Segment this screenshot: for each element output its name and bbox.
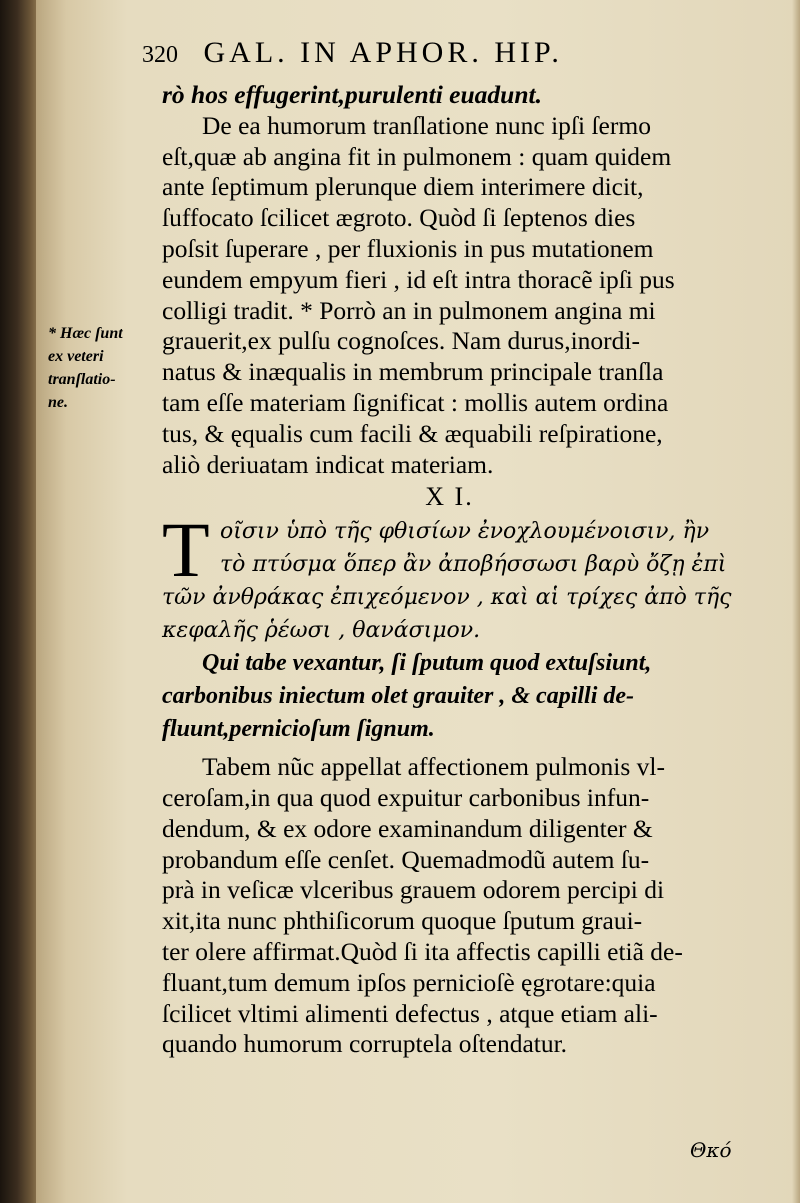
text-line: quando humorum corruptela oſtendatur. [162,1029,568,1059]
margin-note-line: tranſlatio- [48,371,116,388]
text-line: natus & inæqualis in membrum principale tranſla [162,357,664,387]
greek-line: τῶν ἀνθράκας ἐπιχεόμενον , καὶ αἱ τρίχες ἀπὸ τῆς [162,585,732,611]
greek-line: οῖσιν ὑπὸ τῆς φθισίων ἐνοχλουμένοισιν, ἢν [220,519,710,545]
text-line: probandum eſſe cenſet. Quemadmodũ autem ſu- [162,844,650,874]
margin-note-line: * Hæc ſunt [48,325,123,342]
page-edge [792,0,800,1203]
text-line: eundem empyum fieri , id eſt intra thoracẽ ipſi pus [162,264,675,294]
catchword: Θκό [690,1138,732,1162]
text-line: ter olere affirmat.Quòd ſi ita affectis capilli etiã de- [162,936,683,966]
text-line: ſuffocato ſcilicet ægroto. Quòd ſi ſeptenos dies [162,203,636,233]
latin-translation-line: Qui tabe vexantur, ſi ſputum quod extuſsiunt, [202,650,652,677]
text-line: xit,ita nunc phthiſicorum quoque ſputum graui- [162,906,643,936]
text-line: grauerit,ex pulſu cognoſces. Nam durus,inordi- [162,326,641,356]
text-line: eſt,quæ ab angina fit in pulmonem : quam quidem [162,141,672,171]
latin-translation-line: fluunt,pernicioſum ſignum. [162,716,435,743]
page-number: 320 [142,42,178,68]
main-text [162,80,737,1060]
greek-line: κεφαλῆς ῥέωσι , θανάσιμον. [162,618,481,644]
margin-note [48,322,158,414]
text-line: colligi tradit. * Porrò an in pulmonem angina mi [162,295,656,325]
drop-cap: T [162,506,210,594]
text-line: tus, & ęqualis cum facili & æquabili reſpiratione, [162,418,663,448]
running-header [142,36,702,70]
text-line: aliò deriuatam indicat materiam. [162,449,494,479]
greek-line: τὸ πτύσμα ὅπερ ἂν ἀποβήσσωσι βαρὺ ὄζῃ ἐπὶ [220,552,727,578]
text-line: prà in veſicæ vlceribus grauem odorem percipi di [162,875,665,905]
text-line: tam eſſe materiam ſignificat : mollis autem ordina [162,387,669,417]
section-heading: X I. [425,482,474,512]
latin-translation-line: carbonibus iniectum olet grauiter , & capilli de- [162,683,635,710]
text-line: dendum, & ex odore examinandum diligenter & [162,813,653,843]
book-spine [0,0,38,1203]
text-line: ante ſeptimum plerunque diem interimere dicit, [162,172,644,202]
text-line: De ea humorum tranſlatione nunc ipſi ſermo [202,110,651,140]
text-line: ſcilicet vltimi alimenti defectus , atque etiam ali- [162,998,658,1028]
text-line: poſsit ſuperare , per fluxionis in pus mutationem [162,233,654,263]
margin-note-line: ne. [48,394,68,411]
margin-note-line: ex veteri [48,348,104,365]
text-line: rò hos effugerint,purulenti euadunt. [162,80,543,109]
text-line: fluant,tum demum ipſos pernicioſè ęgrotare:quia [162,967,656,997]
greek-aphorism [162,506,737,647]
running-title: GAL. IN APHOR. HIP. [203,36,563,69]
text-line: Tabem nũc appellat affectionem pulmonis vl- [202,752,665,782]
text-line: ceroſam,in qua quod expuitur carbonibus infun- [162,782,650,812]
